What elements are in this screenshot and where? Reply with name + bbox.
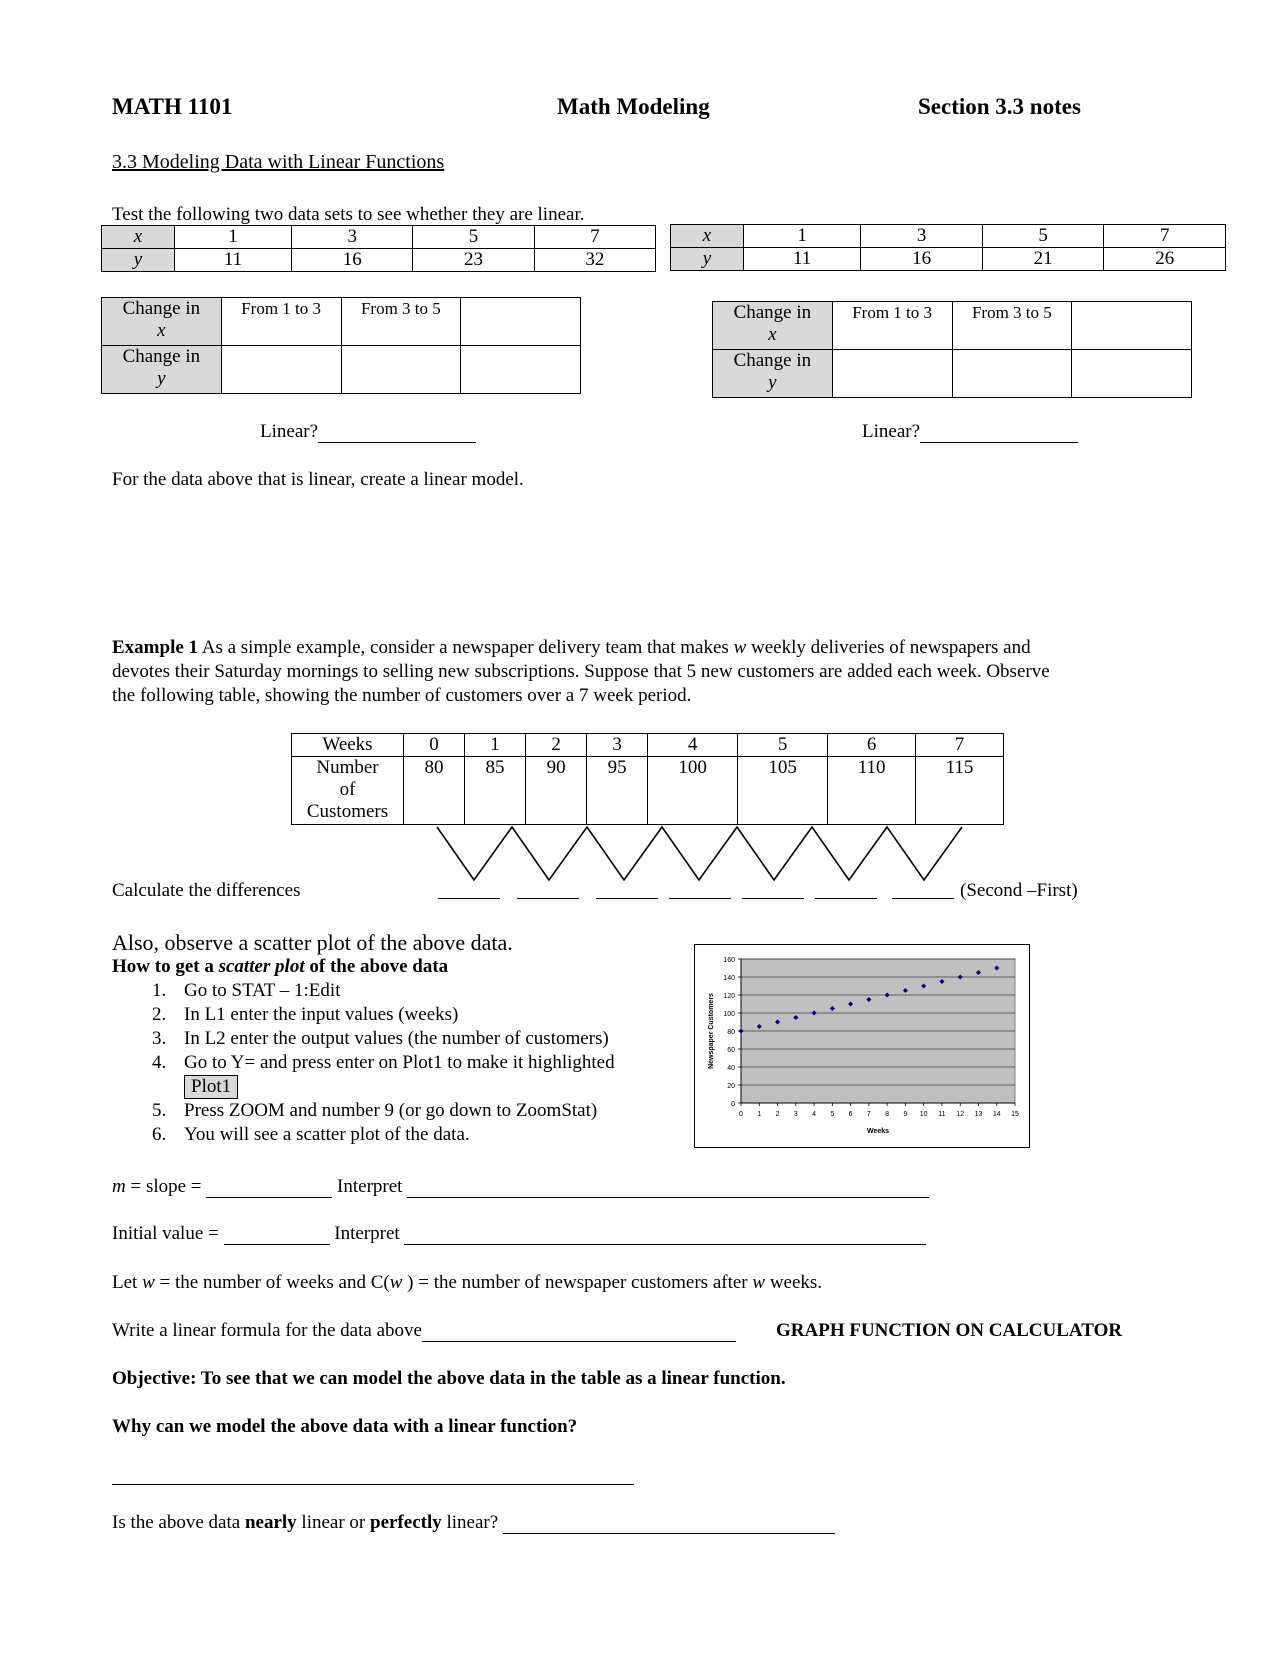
how-text: How to get a	[112, 956, 219, 977]
change-x-label: Change in	[122, 298, 201, 319]
model-prompt: For the data above that is linear, create a linear model.	[112, 469, 524, 490]
example1-text: weekly deliveries of newspapers and	[746, 637, 1031, 658]
col-from-1-to-3: From 1 to 3	[221, 298, 341, 346]
customer-cell: 95	[587, 757, 648, 825]
course-code: MATH 1101	[112, 94, 233, 119]
x-tick-label: 3	[793, 1111, 798, 1118]
step-number: 5.	[152, 1100, 167, 1121]
weeks-table	[291, 733, 1004, 825]
y-tick-label: 140	[723, 975, 735, 982]
y-tick-label: 80	[727, 1029, 735, 1036]
empty-cell[interactable]	[832, 350, 952, 398]
change-x-var: x	[157, 320, 166, 341]
y-cell: 11	[175, 249, 292, 272]
why-question: Why can we model the above data with a linear function?	[112, 1416, 578, 1437]
week-cell: 7	[916, 734, 1004, 757]
change-y-var: y	[157, 368, 166, 389]
x-tick-label: 2	[775, 1111, 780, 1118]
customers-label: Number	[316, 757, 379, 778]
customer-cell: 85	[465, 757, 526, 825]
y-cell: 11	[744, 248, 861, 271]
y-cell: 16	[292, 249, 413, 272]
nearly-text: linear or	[296, 1512, 370, 1533]
change-y-label: Change in	[733, 350, 812, 371]
x-cell: 1	[175, 226, 292, 249]
empty-cell[interactable]	[952, 350, 1072, 398]
nearly-text: linear?	[441, 1512, 499, 1533]
week-cell: 0	[404, 734, 465, 757]
var-w: w	[142, 1272, 155, 1293]
x-axis-label: Weeks	[866, 1128, 890, 1135]
step-item	[112, 1027, 672, 1051]
x-cell: 7	[1104, 225, 1226, 248]
nearly-question	[112, 1512, 835, 1534]
initial-answer[interactable]	[224, 1244, 330, 1245]
var-w: w	[752, 1272, 766, 1293]
y-tick-label: 100	[723, 1011, 735, 1018]
objective-line	[112, 1368, 786, 1390]
initial-interpret-answer[interactable]	[404, 1244, 926, 1245]
initial-line	[112, 1223, 926, 1245]
y-axis-label: Newspaper Customers	[708, 993, 715, 1069]
difference-blanks	[438, 898, 439, 899]
col-from-3-to-5: From 3 to 5	[341, 298, 461, 346]
change-y-var: y	[768, 372, 777, 393]
step-text: Go to STAT – 1:Edit	[184, 980, 341, 1001]
differences-label: Calculate the differences	[112, 880, 301, 901]
x-tick-label: 8	[885, 1111, 890, 1118]
col-from-3-to-5: From 3 to 5	[952, 302, 1072, 350]
customer-cell: 80	[404, 757, 465, 825]
customers-label: Customers	[306, 801, 389, 822]
customer-cell: 115	[916, 757, 1004, 825]
week-cell: 2	[526, 734, 587, 757]
y-header: y	[102, 249, 175, 272]
step-number: 4.	[152, 1052, 167, 1073]
step-text: In L1 enter the input values (weeks)	[184, 1004, 459, 1025]
step-text: Go to Y= and press enter on Plot1 to make it highlighted	[184, 1052, 615, 1073]
let-text: Let	[112, 1272, 143, 1293]
objective-label: Objective	[112, 1368, 191, 1389]
linear-question-2	[862, 421, 1078, 443]
weeks-label: Weeks	[292, 734, 404, 757]
week-cell: 1	[465, 734, 526, 757]
y-cell: 16	[861, 248, 983, 271]
x-cell: 3	[292, 226, 413, 249]
slope-answer[interactable]	[206, 1197, 332, 1198]
var-w: w	[733, 637, 747, 658]
x-tick-label: 9	[903, 1111, 908, 1118]
formula-line	[112, 1320, 736, 1342]
x-tick-label: 5	[830, 1111, 835, 1118]
y-cell: 23	[413, 249, 534, 272]
step-text: Press ZOOM and number 9 (or go down to ZoomStat)	[184, 1100, 598, 1121]
perfectly-bold: perfectly	[370, 1512, 442, 1533]
customer-cell: 105	[738, 757, 828, 825]
example1-line3: the following table, showing the number of customers over a 7 week period.	[112, 685, 692, 706]
x-tick-label: 1	[757, 1111, 762, 1118]
nearly-text: Is the above data	[112, 1512, 245, 1533]
example1-text: As a simple example, consider a newspaper delivery team that makes	[198, 637, 734, 658]
x-tick-label: 6	[848, 1111, 853, 1118]
change-table-1	[101, 297, 581, 394]
linear-label: Linear?	[260, 421, 319, 442]
difference-blank[interactable]	[669, 898, 731, 899]
x-tick-label: 0	[739, 1111, 743, 1118]
x-cell: 7	[534, 226, 655, 249]
y-tick-label: 20	[727, 1083, 735, 1090]
x-tick-label: 7	[866, 1111, 871, 1118]
difference-blank[interactable]	[742, 898, 804, 899]
difference-blank[interactable]	[517, 898, 579, 899]
customer-cell: 90	[526, 757, 587, 825]
slope-interpret-answer[interactable]	[407, 1197, 929, 1198]
scatter-how-to	[112, 956, 448, 978]
empty-cell[interactable]	[461, 346, 581, 394]
step-item	[112, 979, 672, 1003]
nearly-answer[interactable]	[503, 1533, 835, 1534]
slope-label: = slope =	[125, 1176, 207, 1197]
scatter-observe: Also, observe a scatter plot of the above data.	[112, 930, 513, 955]
empty-cell[interactable]	[1072, 302, 1192, 350]
x-tick-label: 14	[992, 1111, 1001, 1118]
x-tick-label: 13	[974, 1111, 983, 1118]
let-text: weeks.	[765, 1272, 823, 1293]
y-cell: 21	[982, 248, 1104, 271]
x-tick-label: 12	[956, 1111, 965, 1118]
x-header: x	[671, 225, 744, 248]
x-header: x	[102, 226, 175, 249]
differences-note: (Second –First)	[960, 880, 1078, 901]
difference-blank[interactable]	[815, 898, 877, 899]
example1-line2: devotes their Saturday mornings to selling new subscriptions. Suppose that 5 new customers are added each week. Observe	[112, 661, 1050, 682]
linear-question-1	[260, 421, 476, 443]
x-cell: 3	[861, 225, 983, 248]
step-number: 2.	[152, 1004, 167, 1025]
dataset1-table	[101, 225, 656, 272]
step-text: You will see a scatter plot of the data.	[184, 1124, 470, 1145]
example1-line1	[112, 637, 1031, 659]
nearly-bold: nearly	[244, 1512, 297, 1533]
week-cell: 4	[648, 734, 738, 757]
y-cell: 32	[534, 249, 655, 272]
y-tick-label: 40	[727, 1065, 735, 1072]
empty-cell[interactable]	[461, 298, 581, 346]
scatter-chart	[695, 945, 1029, 1147]
customer-cell: 110	[828, 757, 916, 825]
plot1-button[interactable]: Plot1	[184, 1075, 238, 1099]
customer-cell: 100	[648, 757, 738, 825]
step-item	[112, 1003, 672, 1027]
step-item	[112, 1051, 672, 1075]
week-cell: 5	[738, 734, 828, 757]
formula-answer[interactable]	[422, 1341, 736, 1342]
empty-cell[interactable]	[221, 346, 341, 394]
graph-instruction: GRAPH FUNCTION ON CALCULATOR	[776, 1320, 1123, 1341]
step-item	[112, 1099, 672, 1123]
difference-blank[interactable]	[438, 898, 500, 899]
example1-label: Example 1	[112, 637, 199, 658]
empty-cell[interactable]	[1072, 350, 1192, 398]
x-tick-label: 10	[919, 1111, 928, 1118]
step-text: In L2 enter the output values (the number of customers)	[184, 1028, 609, 1049]
y-header: y	[671, 248, 744, 271]
linear-answer-2[interactable]	[920, 442, 1078, 443]
week-cell: 3	[587, 734, 648, 757]
step-number: 3.	[152, 1028, 167, 1049]
scatter-chart-frame	[694, 944, 1030, 1148]
difference-blank[interactable]	[892, 898, 954, 899]
step-item	[112, 1123, 672, 1147]
let-text: ) = the number of newspaper customers after	[402, 1272, 753, 1293]
instruction-text: Test the following two data sets to see whether they are linear.	[112, 204, 585, 225]
x-cell: 1	[744, 225, 861, 248]
step-number: 6.	[152, 1124, 167, 1145]
interpret-label: Interpret	[334, 1223, 400, 1244]
change-table-2	[712, 301, 1192, 398]
page-title: Math Modeling	[557, 94, 710, 119]
week-cell: 6	[828, 734, 916, 757]
section-label: Section 3.3 notes	[918, 94, 1081, 119]
change-y-label: Change in	[122, 346, 201, 367]
change-x-var: x	[768, 324, 777, 345]
interpret-label: Interpret	[337, 1176, 403, 1197]
y-tick-label: 160	[723, 957, 735, 964]
let-text: = the number of weeks and C(	[154, 1272, 390, 1293]
formula-label: Write a linear formula for the data above	[112, 1320, 422, 1341]
y-tick-label: 60	[727, 1047, 735, 1054]
y-tick-label: 0	[731, 1101, 735, 1108]
how-text: of the above data	[304, 956, 449, 977]
y-tick-label: 120	[723, 993, 735, 1000]
change-x-label: Change in	[733, 302, 812, 323]
let-definition	[112, 1272, 822, 1294]
slope-line	[112, 1176, 929, 1198]
x-tick-label: 11	[938, 1111, 946, 1118]
objective-text: : To see that we can model the above data in the table as a linear function.	[190, 1368, 786, 1389]
step-item	[112, 1075, 672, 1099]
x-tick-label: 15	[1011, 1111, 1019, 1118]
var-w: w	[389, 1272, 403, 1293]
x-cell: 5	[982, 225, 1104, 248]
scatter-steps	[112, 979, 672, 1147]
initial-label: Initial value =	[112, 1223, 224, 1244]
col-from-1-to-3: From 1 to 3	[832, 302, 952, 350]
y-cell: 26	[1104, 248, 1226, 271]
empty-cell[interactable]	[341, 346, 461, 394]
var-m: m	[112, 1176, 126, 1197]
x-cell: 5	[413, 226, 534, 249]
linear-label: Linear?	[862, 421, 921, 442]
subtitle: 3.3 Modeling Data with Linear Functions	[112, 151, 445, 173]
linear-answer-1[interactable]	[318, 442, 476, 443]
how-text-italic: scatter plot	[218, 956, 305, 977]
step-number: 1.	[152, 980, 167, 1001]
difference-blank[interactable]	[596, 898, 658, 899]
dataset2-table	[670, 224, 1226, 271]
customers-label: of	[339, 779, 356, 800]
why-answer[interactable]	[112, 1484, 634, 1485]
x-tick-label: 4	[812, 1111, 817, 1118]
